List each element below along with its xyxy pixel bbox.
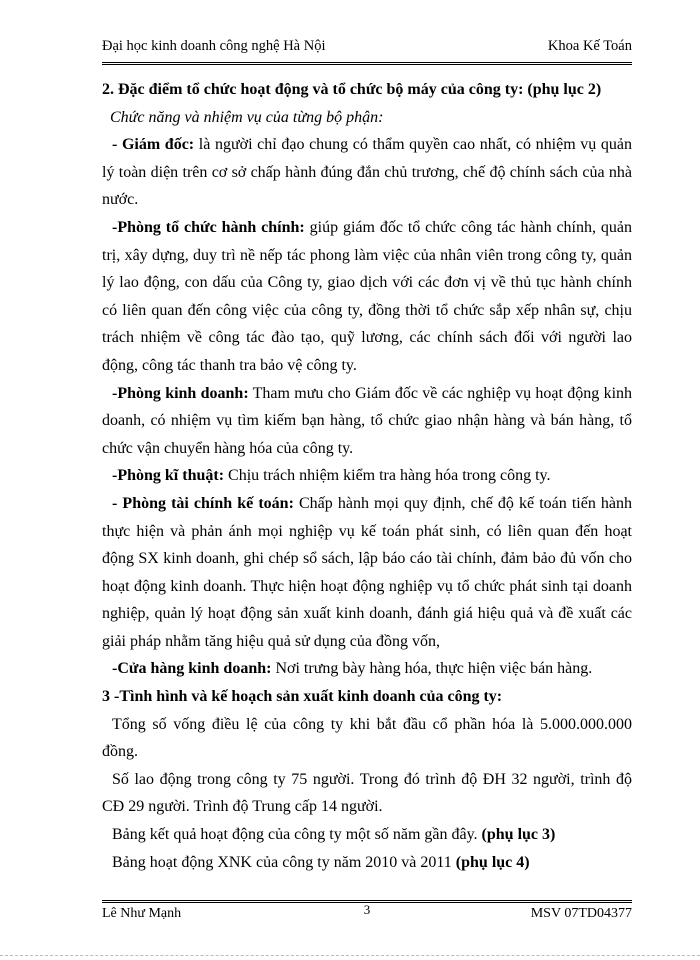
section-2-subheading: Chức năng và nhiệm vụ của từng bộ phận: bbox=[110, 108, 384, 126]
paragraph-charter-capital: Tổng số vống điều lệ của công ty khi bắt đầu cổ phần hóa là 5.000.000.000 đồng. bbox=[102, 715, 632, 761]
paragraph-text: Bảng kết quả hoạt động của công ty một số năm gần đây. bbox=[112, 826, 482, 844]
item-giam-doc bbox=[102, 131, 632, 214]
header-divider bbox=[102, 62, 632, 65]
paragraph-results-table bbox=[102, 821, 632, 849]
appendix-reference: (phụ lục 3) bbox=[481, 826, 556, 844]
item-text: Chịu trách nhiệm kiểm tra hàng hóa trong công ty. bbox=[224, 467, 551, 485]
item-label: -Phòng tổ chức hành chính: bbox=[112, 218, 305, 236]
page-header bbox=[102, 36, 632, 58]
item-label: -Phòng kĩ thuật: bbox=[112, 467, 225, 485]
item-cua-hang bbox=[102, 655, 632, 683]
item-label: -Cửa hàng kinh doanh: bbox=[112, 660, 272, 678]
item-text: Chấp hành mọi quy định, chế độ kế toán tiến hành thực hiện và phản ánh mọi nghiệp vụ kế toán phát sinh, có liên quan đến hoạt động SX kinh doanh, ghi chép sổ sách, lập báo cáo tài chính, đảm bảo đủ vốn cho hoạt động kinh doanh. Thực hiện hoạt động nghiệp vụ tổ chức phát sinh tại doanh nghiệp, quản lý hoạt động sản xuất kinh doanh, đánh giá hiệu quả và đề xuất các giải pháp nhằm tăng hiệu quả sử dụng của đồng vốn, bbox=[102, 494, 633, 650]
item-label: - Giám đốc: bbox=[112, 136, 195, 154]
item-phong-kinh-doanh bbox=[102, 380, 632, 463]
item-text: là người chỉ đạo chung có thẩm quyền cao nhất, có nhiệm vụ quản lý toàn diện trên cơ sở chấp hành đúng đắn chủ trương, chế độ chính sách của nhà nước. bbox=[102, 136, 633, 209]
item-phong-to-chuc bbox=[102, 214, 632, 380]
section-2-heading: 2. Đặc điểm tổ chức hoạt động và tổ chức bộ máy của công ty: (phụ lục 2) bbox=[102, 81, 602, 98]
appendix-reference: (phụ lục 4) bbox=[455, 853, 530, 871]
header-faculty: Khoa Kế Toán bbox=[547, 38, 632, 54]
footer-author: Lê Như Mạnh bbox=[102, 906, 182, 921]
page-number: 3 bbox=[363, 902, 371, 917]
header-university: Đại học kinh doanh công nghệ Hà Nội bbox=[102, 38, 326, 54]
item-phong-ki-thuat bbox=[102, 462, 632, 490]
footer-student-id: MSV 07TD04377 bbox=[530, 906, 632, 921]
item-text: Nơi trưng bày hàng hóa, thực hiện việc bán hàng. bbox=[271, 660, 593, 678]
paragraph-xnk-table bbox=[102, 849, 632, 877]
item-label: -Phòng kinh doanh: bbox=[112, 384, 249, 402]
page-body bbox=[102, 76, 632, 876]
item-text: giúp giám đốc tổ chức công tác hành chính, quản trị, xây dựng, duy trì nề nếp tác phong làm việc của nhân viên trong công ty, quản lý lao động, con dấu của Công ty, giao dịch với các đơn vị về thủ tục hành chính có liên quan đến công việc của công ty, đồng thời tổ chức sắp xếp nhân sự, chịu trách nhiệm về công tác đào tạo, quỹ lương, các chính sách đối với người lao động, công tác thanh tra bảo vệ công ty. bbox=[102, 218, 632, 374]
page-break-line bbox=[0, 955, 700, 956]
page-footer bbox=[102, 904, 632, 926]
item-label: - Phòng tài chính kế toán: bbox=[112, 494, 294, 512]
paragraph-employees: Số lao động trong công ty 75 người. Trong đó trình độ ĐH 32 người, trình độ CĐ 29 người. Trình độ Trung cấp 14 người. bbox=[102, 770, 632, 816]
paragraph-text: Bảng hoạt động XNK của công ty năm 2010 và 2011 bbox=[112, 853, 456, 871]
section-3-heading: 3 -Tình hình và kế hoạch sản xuất kinh doanh của công ty: bbox=[102, 688, 503, 706]
item-phong-tai-chinh bbox=[102, 490, 632, 656]
item-text: Tham mưu cho Giám đốc về các nghiệp vụ hoạt động kinh doanh, có nhiệm vụ tìm kiếm bạn hàng, tổ chức giao nhận hàng và bán hàng, tổ chức vận chuyển hàng hóa của công ty. bbox=[102, 384, 633, 457]
